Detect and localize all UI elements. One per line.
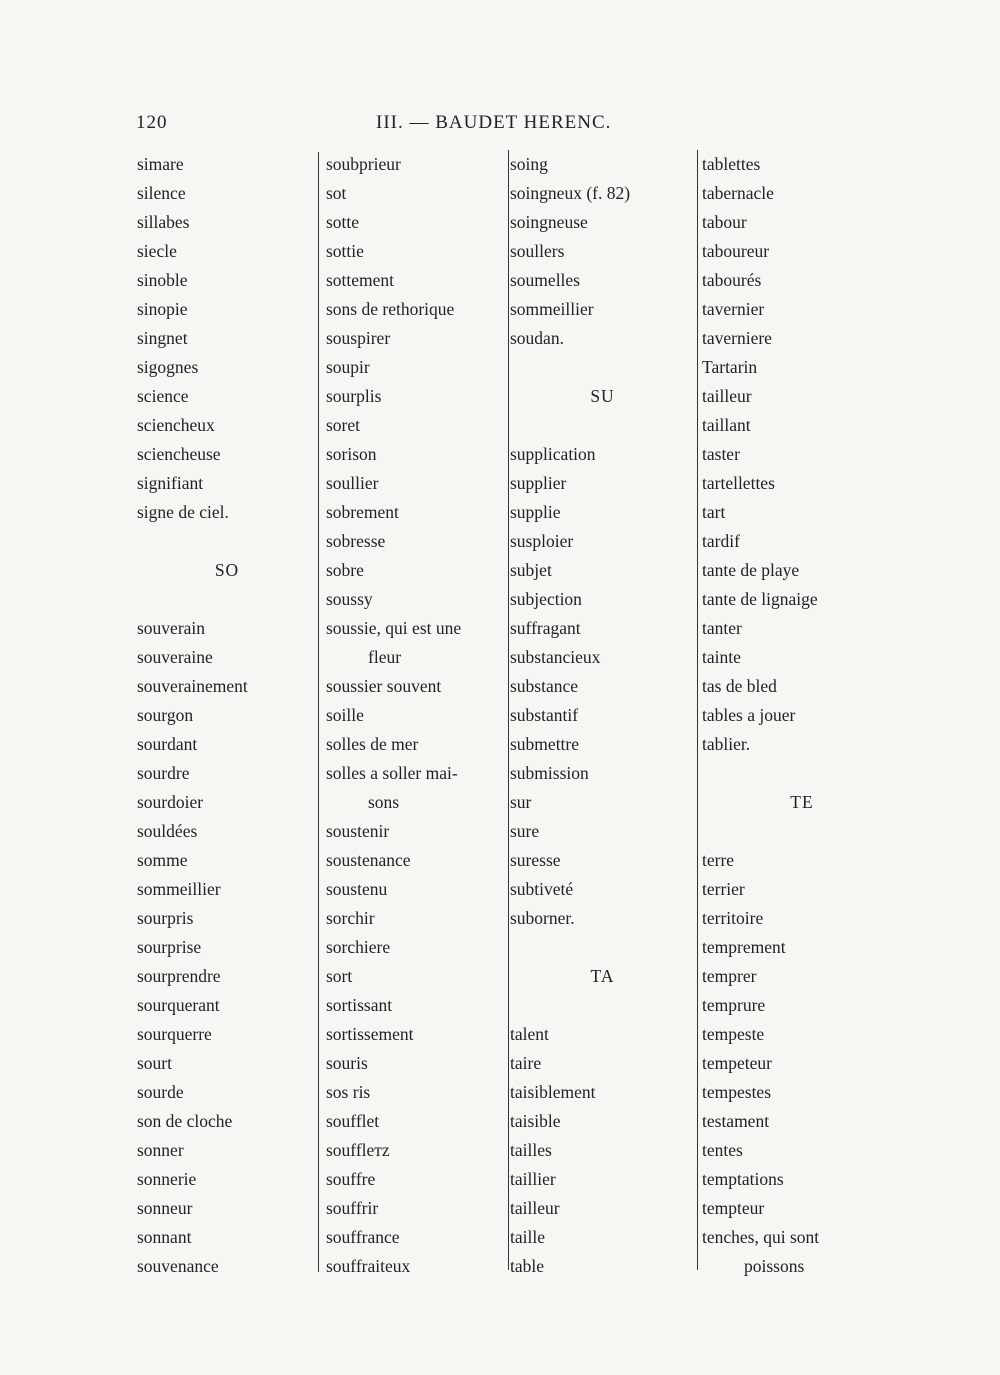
word-entry: tart [702, 502, 726, 522]
word-entry: sillabes [137, 212, 190, 232]
word-entry: sourdre [137, 763, 190, 783]
word-entry: soustenir [326, 821, 390, 841]
word-entry: sinopie [137, 299, 188, 319]
word-entry: tablier. [702, 734, 751, 754]
blank-line [510, 933, 695, 962]
word-entry: sourplis [326, 386, 382, 406]
word-entry: souldées [137, 821, 198, 841]
word-entry: solles de mer [326, 734, 419, 754]
word-entry: tabourés [702, 270, 762, 290]
word-entry: sotte [326, 212, 360, 232]
word-entry: singnet [137, 328, 188, 348]
word-entry: signifiant [137, 473, 204, 493]
word-entry: sinoble [137, 270, 188, 290]
word-entry: soille [326, 705, 364, 725]
word-entry: tainte [702, 647, 741, 667]
word-entry: soudan. [510, 328, 564, 348]
word-entry: sciencheuse [137, 444, 221, 464]
word-entry: sonner [137, 1140, 184, 1160]
word-entry: sonnant [137, 1227, 192, 1247]
word-entry: sos ris [326, 1082, 371, 1102]
word-entry: sourpris [137, 908, 194, 928]
word-entry: sorchiere [326, 937, 391, 957]
word-entry: supplie [510, 502, 561, 522]
word-entry: silence [137, 183, 186, 203]
word-entry: taillant [702, 415, 751, 435]
blank-line [510, 411, 695, 440]
word-entry: supplication [510, 444, 596, 464]
word-entry: soingneux (f. 82) [510, 183, 631, 203]
word-entry: souffre [326, 1169, 376, 1189]
word-entry: tablettes [702, 154, 761, 174]
blank-line [702, 817, 902, 846]
word-entry: souffrir [326, 1198, 379, 1218]
word-column-1 [137, 150, 317, 1281]
section-heading: TA [590, 966, 615, 986]
word-entry: tavernier [702, 299, 765, 319]
word-entry: sure [510, 821, 540, 841]
word-entry: sort [326, 966, 353, 986]
word-entry: tempestes [702, 1082, 772, 1102]
word-entry: sourprise [137, 937, 202, 957]
word-entry: sobre [326, 560, 364, 580]
word-entry: substance [510, 676, 579, 696]
word-entry: taisiblement [510, 1082, 596, 1102]
word-entry: table [510, 1256, 545, 1276]
word-entry: sourquerre [137, 1024, 212, 1044]
word-entry: tenches, qui sont [702, 1227, 820, 1247]
word-entry: sobrement [326, 502, 399, 522]
word-entry: susploier [510, 531, 574, 551]
word-entry: soullier [326, 473, 379, 493]
word-entry: taille [510, 1227, 545, 1247]
word-entry: soupir [326, 357, 370, 377]
word-entry: souverainement [137, 676, 248, 696]
word-entry: son de cloche [137, 1111, 233, 1131]
word-entry: soussier souvent [326, 676, 442, 696]
word-entry: tailles [510, 1140, 552, 1160]
word-entry: sottie [326, 241, 364, 261]
section-heading: TE [790, 792, 814, 812]
word-entry: sourdoier [137, 792, 204, 812]
word-entry: fleur [368, 647, 402, 667]
word-entry: tentes [702, 1140, 743, 1160]
word-entry: temprer [702, 966, 757, 986]
word-entry: taire [510, 1053, 542, 1073]
word-entry: siecle [137, 241, 177, 261]
word-entry: tanter [702, 618, 742, 638]
word-entry: sortissant [326, 995, 393, 1015]
word-column-3 [510, 150, 695, 1281]
word-entry: suborner. [510, 908, 575, 928]
word-entry: sonnerie [137, 1169, 197, 1189]
word-entry: somme [137, 850, 188, 870]
word-column-4 [702, 150, 902, 1281]
word-entry: suffragant [510, 618, 581, 638]
section-heading: SO [214, 560, 240, 580]
word-entry: tante de playe [702, 560, 800, 580]
word-entry: soustenu [326, 879, 388, 899]
word-entry: sobresse [326, 531, 386, 551]
column-rule-2 [508, 150, 509, 1270]
word-entry: subtiveté [510, 879, 574, 899]
word-entry: temprure [702, 995, 766, 1015]
word-entry: Tartarin [702, 357, 758, 377]
blank-line [702, 759, 902, 788]
word-entry: signe de ciel. [137, 502, 229, 522]
word-entry: soufflетz [326, 1140, 390, 1160]
word-entry: sonneur [137, 1198, 193, 1218]
word-entry: soing [510, 154, 548, 174]
word-entry: sourde [137, 1082, 184, 1102]
word-entry: soumelles [510, 270, 580, 290]
word-entry: solles a soller mai- [326, 763, 458, 783]
word-entry: souveraine [137, 647, 213, 667]
page-header [136, 112, 776, 146]
word-entry: tartellettes [702, 473, 775, 493]
word-entry: taboureur [702, 241, 770, 261]
word-entry: tables a jouer [702, 705, 796, 725]
word-entry: tempeste [702, 1024, 765, 1044]
column-rule-3 [697, 150, 698, 1270]
word-entry: suresse [510, 850, 561, 870]
word-entry: sourprendre [137, 966, 221, 986]
word-entry: soussy [326, 589, 373, 609]
word-entry: sourgon [137, 705, 194, 725]
running-title: III. — BAUDET HERENC. [376, 112, 612, 133]
column-rule-1 [318, 152, 319, 1272]
word-entry: supplier [510, 473, 567, 493]
word-entry: tante de lignaige [702, 589, 818, 609]
word-entry: temprement [702, 937, 786, 957]
word-entry: substantif [510, 705, 579, 725]
word-entry: sommeillier [137, 879, 221, 899]
word-entry: souspirer [326, 328, 391, 348]
word-entry: tabernacle [702, 183, 774, 203]
word-entry: sons de rethorique [326, 299, 455, 319]
word-entry: submettre [510, 734, 580, 754]
word-entry: substancieux [510, 647, 601, 667]
section-heading: SU [590, 386, 615, 406]
word-entry: tas de bled [702, 676, 777, 696]
word-entry: sourt [137, 1053, 172, 1073]
word-entry: soufflet [326, 1111, 380, 1131]
word-entry: terrier [702, 879, 745, 899]
word-entry: sommeillier [510, 299, 594, 319]
word-entry: territoire [702, 908, 764, 928]
word-entry: sigognes [137, 357, 199, 377]
word-entry: temptations [702, 1169, 784, 1189]
word-entry: souvenance [137, 1256, 219, 1276]
word-entry: sorchir [326, 908, 375, 928]
word-entry: sons [368, 792, 400, 812]
word-entry: science [137, 386, 189, 406]
blank-line [510, 991, 695, 1020]
word-entry: tailleur [510, 1198, 560, 1218]
word-entry: soubprieur [326, 154, 401, 174]
word-entry: sourdant [137, 734, 198, 754]
blank-line [137, 527, 317, 556]
word-entry: souffraiteux [326, 1256, 411, 1276]
word-entry: simare [137, 154, 184, 174]
word-entry: sorison [326, 444, 377, 464]
word-entry: tabour [702, 212, 747, 232]
word-entry: sur [510, 792, 532, 812]
word-entry: soingneuse [510, 212, 588, 232]
word-entry: souverain [137, 618, 206, 638]
word-entry: terre [702, 850, 735, 870]
word-entry: testament [702, 1111, 770, 1131]
word-entry: tempeteur [702, 1053, 772, 1073]
word-entry: submission [510, 763, 589, 783]
word-entry: taverniere [702, 328, 772, 348]
word-entry: taisible [510, 1111, 561, 1131]
word-entry: sortissement [326, 1024, 414, 1044]
word-entry: tempteur [702, 1198, 765, 1218]
word-entry: sourquerant [137, 995, 220, 1015]
word-entry: tailleur [702, 386, 752, 406]
word-entry: taster [702, 444, 740, 464]
word-column-2 [326, 150, 511, 1281]
word-entry: subjet [510, 560, 552, 580]
word-entry: tardif [702, 531, 740, 551]
word-entry: talent [510, 1024, 549, 1044]
word-entry: soret [326, 415, 361, 435]
word-entry: sot [326, 183, 347, 203]
word-entry: sciencheux [137, 415, 215, 435]
word-entry: souris [326, 1053, 368, 1073]
word-entry: soullers [510, 241, 565, 261]
word-entry: poissons [744, 1256, 805, 1276]
word-entry: soussie, qui est une [326, 618, 462, 638]
word-entry: sottement [326, 270, 395, 290]
blank-line [510, 353, 695, 382]
word-entry: soustenance [326, 850, 411, 870]
word-entry: taillier [510, 1169, 556, 1189]
word-entry: souffrance [326, 1227, 400, 1247]
page-number: 120 [136, 112, 168, 133]
word-entry: subjection [510, 589, 582, 609]
blank-line [137, 585, 317, 614]
